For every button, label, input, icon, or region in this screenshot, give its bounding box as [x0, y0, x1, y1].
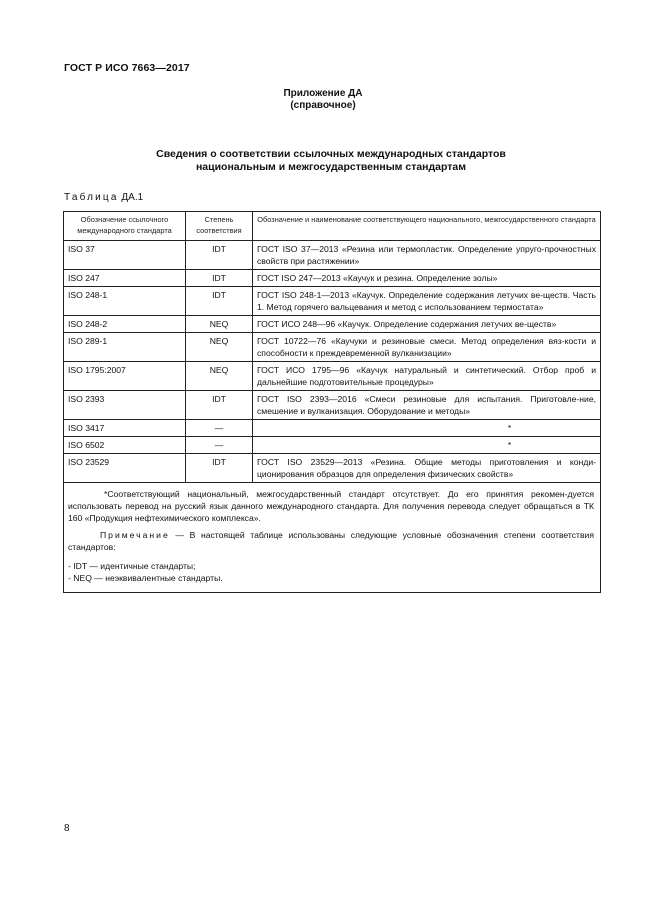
table-notes — [64, 483, 601, 593]
document-id: ГОСТ Р ИСО 7663—2017 — [64, 62, 190, 74]
cell-desc: ГОСТ ИСО 248—96 «Каучук. Определение содержания летучих ве-ществ» — [253, 316, 601, 333]
table-row — [64, 270, 601, 287]
conformity-table — [63, 211, 601, 593]
cell-degree: NEQ — [186, 362, 253, 391]
section-title-line1: Сведения о соответствии ссылочных международных стандартов — [156, 148, 506, 160]
cell-desc: ГОСТ ИСО 1795—96 «Каучук натуральный и синтетический. Отбор проб и дальнейшие подготовительные процедуры» — [253, 362, 601, 391]
cell-std: ISO 247 — [64, 270, 186, 287]
cell-std: ISO 1795:2007 — [64, 362, 186, 391]
cell-degree: IDT — [186, 391, 253, 420]
header-intl-standard: Обозначение ссылочного международного стандарта — [64, 212, 186, 241]
cell-std: ISO 2393 — [64, 391, 186, 420]
table-caption-number: ДА.1 — [121, 192, 144, 203]
cell-desc-footnote-mark: * — [253, 420, 601, 437]
cell-desc: ГОСТ ISO 248-1—2013 «Каучук. Определение содержания летучих ве-ществ. Часть 1. Метод горячего вальцевания и метод с использованием термостата» — [253, 287, 601, 316]
table-row — [64, 241, 601, 270]
table-note — [68, 529, 594, 553]
cell-std: ISO 23529 — [64, 454, 186, 483]
appendix-title: Приложение ДА — [283, 88, 363, 99]
cell-degree: NEQ — [186, 333, 253, 362]
note-label: Примечание — [100, 530, 170, 540]
header-degree: Степень соответствия — [186, 212, 253, 241]
cell-desc: ГОСТ 10722—76 «Каучуки и резиновые смеси. Метод определения вяз-кости и способности к преждевременной вулканизации» — [253, 333, 601, 362]
table-caption — [64, 192, 143, 203]
cell-std: ISO 37 — [64, 241, 186, 270]
table-row — [64, 391, 601, 420]
conformity-table-wrapper — [63, 211, 600, 593]
table-row — [64, 420, 601, 437]
appendix-subtitle: (справочное) — [290, 100, 356, 111]
cell-degree: — — [186, 420, 253, 437]
table-row — [64, 362, 601, 391]
table-row — [64, 333, 601, 362]
cell-degree: IDT — [186, 241, 253, 270]
cell-degree: IDT — [186, 270, 253, 287]
table-header-row — [64, 212, 601, 241]
cell-degree: NEQ — [186, 316, 253, 333]
table-row — [64, 437, 601, 454]
table-caption-label: Таблица — [64, 192, 119, 203]
note-item-neq: - NEQ — неэквивалентные стандарты. — [68, 573, 223, 583]
table-row — [64, 287, 601, 316]
cell-degree: — — [186, 437, 253, 454]
section-title — [100, 148, 562, 174]
cell-desc: ГОСТ ISO 23529—2013 «Резина. Общие методы приготовления и конди-ционирования образцов для определения физических свойств» — [253, 454, 601, 483]
note-item-idt: - IDT — идентичные стандарты; — [68, 561, 196, 571]
header-national-standard: Обозначение и наименование соответствующего национального, межгосударственного стандарта — [253, 212, 601, 241]
cell-desc: ГОСТ ISO 2393—2016 «Смеси резиновые для испытания. Приготовле-ние, смешение и вулканизация. Оборудование и методы» — [253, 391, 601, 420]
cell-std: ISO 3417 — [64, 420, 186, 437]
cell-degree: IDT — [186, 287, 253, 316]
cell-desc: ГОСТ ISO 37—2013 «Резина или термопластик. Определение упруго-прочностных свойств при растяжении» — [253, 241, 601, 270]
cell-std: ISO 248-1 — [64, 287, 186, 316]
table-notes-row — [64, 483, 601, 593]
appendix-heading — [0, 88, 646, 112]
table-row — [64, 316, 601, 333]
note-text: — В настоящей таблице использованы следующие условные обозначения степени соответствия стандартов: — [68, 530, 594, 552]
cell-std: ISO 248-2 — [64, 316, 186, 333]
cell-degree: IDT — [186, 454, 253, 483]
cell-desc: ГОСТ ISO 247—2013 «Каучук и резина. Определение золы» — [253, 270, 601, 287]
page-number: 8 — [64, 823, 70, 834]
table-row — [64, 454, 601, 483]
cell-desc-footnote-mark: * — [253, 437, 601, 454]
cell-std: ISO 6502 — [64, 437, 186, 454]
section-title-line2: национальным и межгосударственным стандартам — [195, 161, 467, 173]
footnote: *Соответствующий национальный, межгосударственный стандарт отсутствует. До его принятия рекомен-дуется использовать перевод на русский язык данного международного стандарта. Для получения перевода следует обращаться в ТК 160 «Продукция нефтехимического комплекса». — [68, 489, 594, 523]
cell-std: ISO 289-1 — [64, 333, 186, 362]
